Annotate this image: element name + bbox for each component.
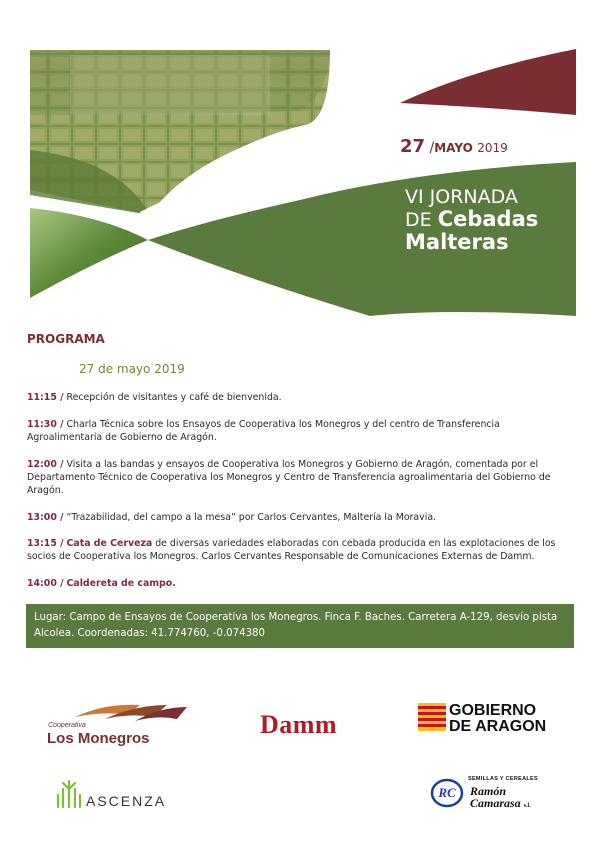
gob-line-2: DE ARAGON [449,718,547,735]
item-time: 14:00 / [27,578,64,589]
svg-text:RC: RC [438,785,456,800]
item-time: 12:00 / [27,459,64,470]
date-day: 27 [400,136,426,157]
item-time: 11:30 / [27,419,64,430]
programa-date: 27 de mayo 2019 [79,362,185,376]
program-item [27,537,572,563]
event-date-header [400,136,508,157]
header-banner [0,0,600,330]
ascenza-leaf-icon [54,777,84,809]
date-slash: / [429,140,435,156]
burgundy-swoosh [400,49,576,115]
monegros-name: Los Monegros [47,730,150,747]
grass-photo [30,208,148,298]
program-item [27,511,572,524]
aragon-flag-icon [418,703,446,731]
item-text: Recepción de visitantes y café de bienvenida. [66,392,282,403]
date-month: MAYO [434,141,473,155]
title-prefix: DE [405,209,432,231]
title-line-1: VI JORNADA [405,186,518,208]
item-time: 11:15 / [27,392,64,403]
ascenza-logo: ASCENZA [86,793,167,809]
program-item [27,418,572,444]
item-text: Visita a las bandas y ensayos de Cooperativa los Monegros y Gobierno de Aragón, comentada por el Departamento Técnico de Cooperativa los Monegros y Centro de Transferencia agroalimentaria del Gobierno de Aragón. [27,459,551,497]
item-text: “Trazabilidad, del campo a la mesa” por Carlos Cervantes, Maltería la Moravia. [66,512,437,523]
item-time: 13:00 / [27,512,64,523]
item-time: 13:15 / [27,538,64,549]
item-text: Charla Técnica sobre los Ensayos de Cooperativa los Monegros y del centro de Transferencia Agroalimentaria de Gobierno de Aragón. [27,419,500,444]
program-item [27,391,572,404]
program-item [27,577,572,590]
date-year: 2019 [477,141,508,155]
title-line-3: Malteras [405,230,509,254]
program-item [27,458,572,498]
ramon-camarasa-emblem-icon [430,778,464,808]
event-title [405,186,538,253]
programa-heading: PROGRAMA [27,332,105,346]
location-box: Lugar: Campo de Ensayos de Cooperativa los Monegros. Finca F. Baches. Carretera A-129, desvío pista Alcolea. Coordenadas: 41.774760, -0.074380 [26,604,574,648]
ramon-subtitle: SEMILLAS Y CEREALES [468,776,538,782]
ramon-last: Camarasa s.l. [470,796,531,810]
gobierno-aragon-logo [449,703,546,735]
ramon-first: Ramón [470,784,507,798]
item-text: de diversas variedades elaboradas con cebada producida en las explotaciones de los socios de Cooperativa los Monegros. Carlos Cervantes Responsable de Comunicaciones Externas de Damm. [27,538,556,563]
item-bold: Cata de Cerveza [66,538,153,549]
monegros-cooperativa: Cooperativa [48,722,86,729]
title-cebadas: Cebadas [437,207,539,231]
title-line-2 [405,208,538,231]
ramon-name [470,785,531,812]
item-bold: Caldereta de campo. [66,578,176,589]
gob-line-1: GOBIERNO [449,702,537,719]
damm-logo: Damm [260,710,338,739]
